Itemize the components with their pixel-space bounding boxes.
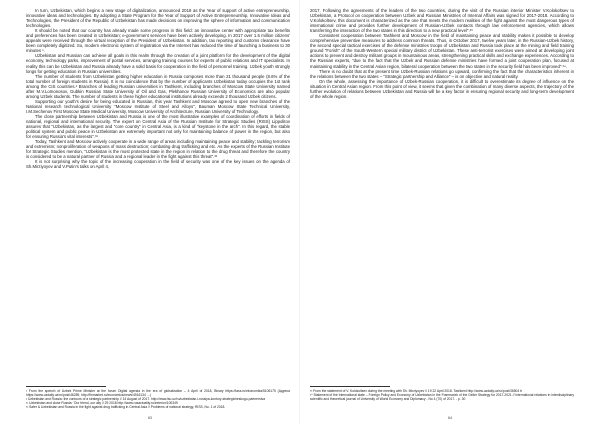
paragraph: Consistent cooperation between Tashkent and Moscow in the field of maintaining peace and stability makes it possible to develop comprehensive preventive measures to address common threats. Thus, in October 2017, twelve years later, in the Russian-Uzbek history, the second special tactical exercises of the defense ministries troops of Uzbekistan and Russia took place at the mining and field training ground "Forish" of the South-Western special military district of Uzbekistan. These anti-terrorist exercises were aimed at developing joint actions to prevent and destroy militant groups in mountainous areas, strengthening practical skills and exchange experiences. According to the Russian experts, "due to the fact that the Uzbek and Russian defense ministries have formed a joint cooperation plan, focused at maintaining stability in the Central Asian region, bilateral cooperation between the two states in the security field has been improved" ³⁴.	[310, 33, 574, 69]
paragraph: On the whole, assessing the importance of Uzbek-Russian cooperation, it is difficult to overestimate its degree of influence on the situation in Central Asian region. From this point of view, it seems that given the combination of many diverse aspects, the trajectory of the further evolution of relations between Uzbekistan and Russia will be a key factor in ensuring regional security and long-term development of the whole region.	[310, 78, 574, 99]
footnote: ³¹ Uzbekistan and close Russia: 'Our friend, our ally // 29 2018 http://www.rusactuality.ru/exterior/100349	[26, 400, 178, 405]
footnote: ³³ From the statement of V. Kolokoltsev during the meeting with Sh. Mirziyoyev // 19 22 April 2018. Tashkent http://www.uzdaily.uz/ru/post/36504 tr	[310, 388, 523, 393]
paragraph: The number of students from Uzbekistan getting higher education in Russia composes more than 21 thousand people (8.6% of the total number of foreign students in Russia). It is no coincidence that by the number of applicants Uzbekistan today occupies the 1st rank among the CIS countries.² Branches of leading Russian universities in Tashkent, including branches of Moscow State University named after M.V.Lomonosov, Gubkin Russian State University of Oil and Gas, Plekhanov Russian University of Economics are also popular among Uzbek students. The number of students in these higher educational institutions already exceeds 2 thousand Uzbek citizens.	[26, 73, 290, 99]
right-page	[300, 0, 600, 424]
left-page-body	[26, 8, 290, 170]
paragraph: Supporting our youth's desire for being educated in Russian, this year Tashkent and Moscow agreed to open new branches of the National research technological University "Moscow Institute of Steel and Alloys", Bauman Moscow State Technical University, I.M.Sechenov First Moscow State Medical University, Moscow University of Architecture, Russian University of Technology.	[26, 98, 290, 114]
footnote: ³⁴ Statement of the International state – Foreign Policy and Economy of Uzbekistan in the Framework of the Geller Strategy for 2017-2021 // international relations in interdisciplinary scientific and theoretical journal of University of World Economy and Diplomacy - No 4 (70) of 2017. - p. 30	[310, 392, 574, 401]
paragraph: Today, Tashkent and Moscow actively cooperate in a wide range of areas including maintaining peace and stability; tackling terrorism and extremism; nonproliferation of weapons of mass destruction; combating drug trafficking and etc. As the experts of the Russian Institute for Strategic Studies mention, "Uzbekistan is the most protected state in the region in relation to the drug threat and therefore the country is considered to be a natural partner of Russia and a regional leader in the fight against this threat".³²	[26, 139, 290, 160]
paragraph: In turn, Uzbekistan, which begins a new stage of digitalization, announced 2018 as the Year of support of active entrepreneurship, innovative ideas and technologies. By adopting a State Program for the Year of Support of Active Entrepreneurship, Innovative Ideas and Technologies, the President of the Republic of Uzbekistan has made decisions on improving the sphere of information and communication technologies.	[26, 8, 290, 29]
footnote: ¹ From the speech of Uzbek Prime Minister at the forum Digital agenda in the era of globalization – 4 April of 2018, Binary https://tass.ru/ekonomika/5106175 (Адреса https://www.uzdaily.uz/ru/post/46289, http://finmarket.ru/economics/news/4916134 …)	[26, 388, 290, 397]
paragraph: It should be noted that our country has already made some progress in this field: an innovative center with appropriate tax benefits and preferences has been created in Uzbekistan; e-government services have been actively developing. In 2017 over 1.5 million citizens' appeals were received through the virtual reception of the President of Uzbekistan. In addition, tax reporting and customs clearance have been completely digitized. So, modern electronic system of registration via the Internet has reduced the time of launching a business to 30 minutes ¹.	[26, 28, 290, 54]
footnote: ² Uzbekistan and Russia: the contours of a strategic partnership // 14 August of 2017. http://www.isu.uz/ru/uzbekistan-i-rossiya-kontury-strategicheskogo-partnerstva	[26, 396, 266, 401]
paragraph: 2017. Following the agreements of the leaders of the two countries, during the visit of the Russian interior Minister V.Kolokoltsev to Uzbekistan, a Protocol on cooperation between Uzbek and Russian Ministries of Internal Affairs was signed for 2017-2018. According to V.Kolokoltsev, this document is characterized as the one that meets the modern realities of the fight against the most dangerous types of international crime and provides further development of Russian-Uzbek contacts through law enforcement agencies, which allows transferring the interaction of the two states in this direction to a new practical level".³³	[310, 8, 574, 34]
footnote-rule	[310, 386, 390, 387]
paragraph: There is no doubt that at the present time Uzbek-Russian relations go upward, confirming the fact that the characteristics inherent in the relations between the two states – "Strategic partnership and Alliance" – is on objective and natural reality.	[310, 68, 574, 79]
paragraph: The close partnership between Uzbekistan and Russia is one of the most illustrative examples of coordination of efforts in fields of national, regional and international security. The expert on Central Asia of the Russian Institute for Strategic Studies (RISS) Lippolitov assures that "Uzbekistan, as the largest and “core country” in Central Asia, is a kind of “keystone in the arch”. In this regard, the stable political system and public peace in Uzbekistan are extremely important not only for maintaining balance of power in the region, but also for ensuring Russia's vital interests".³¹	[26, 113, 290, 140]
paragraph: It is not surprising why the topic of the increasing cooperation in the field of security was one of the key issues on the agenda of Sh.Mirziyoyev and V.Putin's talks on April 4,	[26, 159, 290, 170]
right-page-body	[310, 8, 574, 99]
page-number: 63	[148, 416, 152, 420]
footnote-rule	[26, 386, 106, 387]
page-number: 64	[448, 416, 452, 420]
left-footnotes	[26, 386, 290, 409]
paragraph: Uzbekistan and Russian can achieve all goals in this realm through the creation of a joint platform for the development of the digital economy, technology parks, improvement of postal services, arranging training courses for experts of public relations and IT specialists. In reality this can be Uzbekistan and Russia already have a solid basis for cooperation in the field of personnel training. Uzbek youth strongly longs for getting education in Russian universities.	[26, 53, 290, 74]
right-footnotes	[310, 386, 574, 401]
footnote: ³² Safer & Uzbekistan and Russia in the fight against drug trafficking in Central Asia // Problems of national strategy, RISS, No. 1 of 2018.	[26, 404, 226, 409]
